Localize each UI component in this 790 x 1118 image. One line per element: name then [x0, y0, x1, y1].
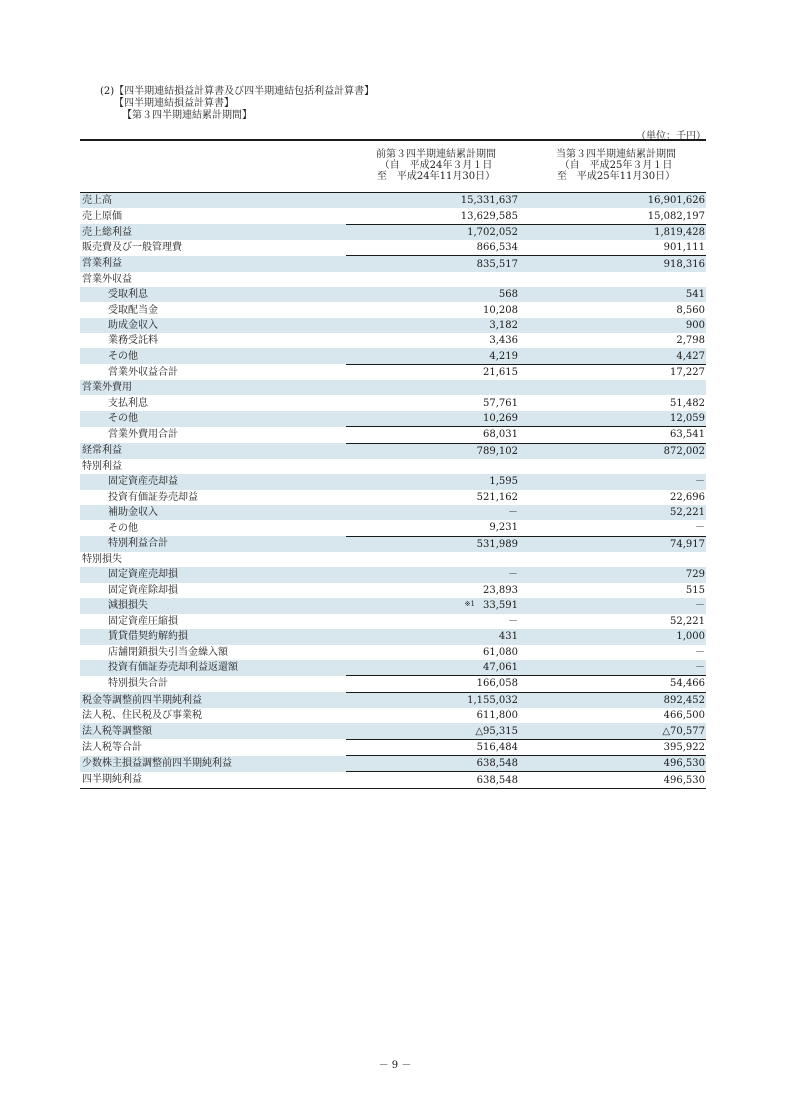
prev-period-value: [346, 411, 526, 427]
curr-period-value: －: [526, 598, 706, 614]
table-row: [80, 193, 706, 209]
row-label: その他: [80, 348, 346, 364]
curr-period-value: 918,316: [526, 256, 706, 272]
curr-period-value: －: [526, 660, 706, 676]
curr-period-value: 16,901,626: [526, 193, 706, 209]
row-label: 営業外費用: [80, 380, 346, 395]
prev-period-value: [346, 287, 526, 302]
prev-period-value: [346, 756, 526, 772]
prev-period-value: [346, 427, 526, 443]
prev-period-amount: 166,058: [476, 678, 518, 690]
prev-period-value: [346, 598, 526, 614]
table-row: [80, 614, 706, 629]
heading-income-statement: 【四半期連結損益計算書】: [114, 98, 234, 109]
footnote-marker: ※1: [464, 599, 475, 608]
row-label: 特別損失合計: [108, 678, 168, 690]
prev-period-value: [346, 583, 526, 598]
table-header: [80, 140, 706, 193]
prev-period-value: [346, 395, 526, 410]
row-label: 特別損失: [82, 554, 122, 566]
table-row: [80, 380, 706, 395]
row-label: 営業利益: [80, 256, 346, 272]
prev-period-amount: 21,615: [483, 366, 518, 378]
curr-period-value: 52,221: [670, 616, 705, 628]
prev-period-value: [346, 224, 526, 240]
curr-period-value: [526, 272, 706, 287]
prev-period-value: [346, 333, 526, 348]
prev-period-amount: 611,800: [476, 710, 518, 722]
table-row: [80, 427, 706, 443]
prev-period-value: [346, 364, 526, 380]
prev-period-amount: 9,231: [489, 522, 518, 534]
table-row: [80, 505, 706, 520]
prev-period-value: [346, 380, 526, 395]
row-label: 売上総利益: [80, 224, 346, 240]
prev-period-value: [346, 302, 526, 317]
curr-period-value: 63,541: [526, 427, 706, 443]
table-row: [80, 692, 706, 708]
curr-period-value: 74,917: [526, 536, 706, 552]
prev-period-value: [346, 676, 526, 692]
unit-label: （単位：千円）: [636, 131, 706, 142]
prev-period-amount: 638,548: [476, 758, 518, 770]
prev-period-amount: 68,031: [483, 429, 518, 441]
prev-period-amount: 10,269: [483, 412, 518, 424]
row-label: 固定資産圧縮損: [108, 616, 178, 628]
row-label: 特別利益合計: [80, 536, 346, 552]
prev-period-value: [346, 629, 526, 644]
prev-period-value: [346, 459, 526, 474]
row-label: 営業外費用合計: [108, 429, 178, 441]
table-body: [80, 193, 706, 789]
table-row: [80, 208, 706, 224]
heading-statement: (2)【四半期連結損益計算書及び四半期連結包括利益計算書】: [100, 86, 375, 97]
prev-period-value: [346, 739, 526, 755]
table-row: [80, 567, 706, 582]
curr-period-value: 496,530: [526, 772, 706, 788]
prev-period-value: [346, 318, 526, 333]
curr-period-value: 900: [526, 318, 706, 333]
row-label: 固定資産売却損: [80, 567, 346, 582]
row-label: 税金等調整前四半期純利益: [80, 692, 346, 708]
prev-period-value: [346, 474, 526, 489]
table-row: [80, 490, 706, 505]
row-label: 営業外収益: [82, 273, 132, 285]
prev-period-amount: △95,315: [475, 725, 518, 737]
prev-period-amount: 866,534: [476, 242, 518, 254]
section-headings: [100, 86, 374, 122]
income-statement-table: [80, 139, 706, 789]
heading-period: 【第３四半期連結累計期間】: [122, 110, 252, 121]
table-row: [80, 348, 706, 364]
table-row: [80, 302, 706, 317]
prev-period-value: [346, 614, 526, 629]
prev-period-value: [346, 208, 526, 224]
row-label: 少数株主損益調整前四半期純利益: [80, 756, 346, 772]
table-row: [80, 364, 706, 380]
curr-period-value: 515: [685, 584, 705, 596]
curr-period-value: 8,560: [676, 304, 705, 316]
table-row: [80, 645, 706, 660]
table-row: [80, 739, 706, 755]
prev-period-amount: 23,893: [483, 584, 518, 596]
prev-period-value: [346, 505, 526, 520]
table-row: [80, 583, 706, 598]
table-row: [80, 474, 706, 489]
header-prev-period: 前第３四半期連結累計期間 （自 平成24年３月１日 至 平成24年11月30日）: [376, 149, 496, 182]
curr-period-value: 2,798: [676, 335, 705, 347]
row-label: 売上高: [80, 193, 346, 209]
prev-period-amount: 4,219: [489, 350, 518, 362]
table-row: [80, 723, 706, 739]
prev-period-value: [346, 660, 526, 676]
table-row: [80, 395, 706, 410]
curr-period-value: 52,221: [526, 505, 706, 520]
row-label: 経常利益: [80, 443, 346, 459]
curr-period-value: 51,482: [670, 397, 705, 409]
curr-period-value: [526, 459, 706, 474]
curr-period-value: 892,452: [526, 692, 706, 708]
table-row: [80, 318, 706, 333]
curr-period-value: 729: [526, 567, 706, 582]
prev-period-amount: 10,208: [483, 304, 518, 316]
row-label: 支払利息: [108, 397, 148, 409]
prev-period-amount: 568: [498, 289, 518, 301]
prev-period-amount: 33,591: [483, 599, 518, 611]
prev-period-value: [346, 567, 526, 582]
table-row: [80, 411, 706, 427]
curr-period-value: －: [695, 522, 705, 534]
prev-period-value: [346, 348, 526, 364]
row-label: 固定資産除却損: [108, 584, 178, 596]
prev-period-value: [346, 708, 526, 723]
row-label: 受取配当金: [108, 304, 158, 316]
curr-period-value: 901,111: [663, 242, 705, 254]
curr-period-value: 466,500: [663, 710, 705, 722]
curr-period-value: 54,466: [526, 676, 706, 692]
curr-period-value: 12,059: [526, 411, 706, 427]
prev-period-amount: 57,761: [483, 397, 518, 409]
row-label: 補助金収入: [80, 505, 346, 520]
table-row: [80, 598, 706, 614]
table-row: [80, 756, 706, 772]
prev-period-value: [346, 240, 526, 256]
row-label: 売上原価: [82, 210, 122, 222]
row-label: 固定資産売却益: [80, 474, 346, 489]
prev-period-amount: 431: [498, 631, 518, 643]
curr-period-value: －: [695, 646, 705, 658]
prev-period-amount: －: [508, 569, 518, 581]
table-row: [80, 708, 706, 723]
row-label: 投資有価証券売却益: [108, 491, 198, 503]
prev-period-amount: －: [508, 507, 518, 519]
row-label: 法人税等調整額: [80, 723, 346, 739]
curr-period-value: －: [526, 474, 706, 489]
prev-period-value: [346, 536, 526, 552]
prev-period-value: [346, 772, 526, 788]
prev-period-value: [346, 272, 526, 287]
table-row: [80, 272, 706, 287]
page-number: － 9 －: [378, 1060, 412, 1071]
curr-period-value: 395,922: [526, 739, 706, 755]
row-label: その他: [108, 522, 138, 534]
curr-period-value: 4,427: [526, 348, 706, 364]
prev-period-value: [346, 692, 526, 708]
curr-period-value: 1,819,428: [526, 224, 706, 240]
header-curr-period: 当第３四半期連結累計期間 （自 平成25年３月１日 至 平成25年11月30日）: [556, 149, 676, 182]
row-label: 店舗閉鎖損失引当金繰入額: [108, 646, 228, 658]
prev-period-amount: 531,989: [476, 538, 518, 550]
prev-period-value: [346, 490, 526, 505]
row-label: 賃貸借契約解約損: [80, 629, 346, 644]
row-label: その他: [80, 411, 346, 427]
prev-period-amount: －: [508, 616, 518, 628]
prev-period-amount: 1,155,032: [467, 694, 518, 706]
table-row: [80, 459, 706, 474]
prev-period-amount: 3,182: [489, 319, 518, 331]
prev-period-value: [346, 193, 526, 209]
header-label-cell: [80, 145, 346, 186]
prev-period-amount: 516,484: [476, 741, 518, 753]
row-label: 四半期純利益: [80, 772, 346, 788]
prev-period-amount: 789,102: [476, 445, 518, 457]
table-row: [80, 287, 706, 302]
curr-period-value: △70,577: [526, 723, 706, 739]
table-row: [80, 552, 706, 567]
prev-period-amount: 1,595: [489, 476, 518, 488]
table-row: [80, 520, 706, 536]
table-row: [80, 240, 706, 256]
table-row: [80, 676, 706, 692]
table-row: [80, 629, 706, 644]
prev-period-value: [346, 645, 526, 660]
prev-period-amount: 15,331,637: [460, 195, 518, 207]
row-label: 減損損失: [80, 598, 346, 614]
curr-period-value: 541: [526, 287, 706, 302]
prev-period-amount: 521,162: [476, 491, 518, 503]
prev-period-amount: 638,548: [476, 774, 518, 786]
curr-period-value: 15,082,197: [647, 210, 705, 222]
prev-period-value: [346, 443, 526, 459]
row-label: 販売費及び一般管理費: [82, 242, 182, 254]
table-row: [80, 224, 706, 240]
curr-period-value: 1,000: [526, 629, 706, 644]
prev-period-value: [346, 520, 526, 536]
row-label: 特別利益: [82, 461, 122, 473]
prev-period-value: [346, 256, 526, 272]
row-label: 業務受託料: [108, 335, 158, 347]
prev-period-amount: 3,436: [489, 335, 518, 347]
row-label: 営業外収益合計: [108, 366, 178, 378]
prev-period-amount: 1,702,052: [467, 226, 518, 238]
curr-period-value: 17,227: [526, 364, 706, 380]
prev-period-value: [346, 552, 526, 567]
prev-period-value: [346, 723, 526, 739]
curr-period-value: 496,530: [526, 756, 706, 772]
curr-period-value: 872,002: [526, 443, 706, 459]
table-row: [80, 256, 706, 272]
table-row: [80, 772, 706, 788]
row-label: 法人税等合計: [82, 741, 142, 753]
curr-period-value: [526, 380, 706, 395]
table-row: [80, 333, 706, 348]
table-row: [80, 536, 706, 552]
row-label: 投資有価証券売却利益返還額: [80, 660, 346, 676]
prev-period-amount: 61,080: [483, 646, 518, 658]
row-label: 法人税、住民税及び事業税: [82, 710, 202, 722]
row-label: 助成金収入: [80, 318, 346, 333]
curr-period-value: 22,696: [670, 491, 705, 503]
table-row: [80, 443, 706, 459]
curr-period-value: [526, 552, 706, 567]
prev-period-amount: 13,629,585: [460, 210, 518, 222]
prev-period-amount: 835,517: [476, 258, 518, 270]
table-row: [80, 660, 706, 676]
row-label: 受取利息: [80, 287, 346, 302]
prev-period-amount: 47,061: [483, 662, 518, 674]
